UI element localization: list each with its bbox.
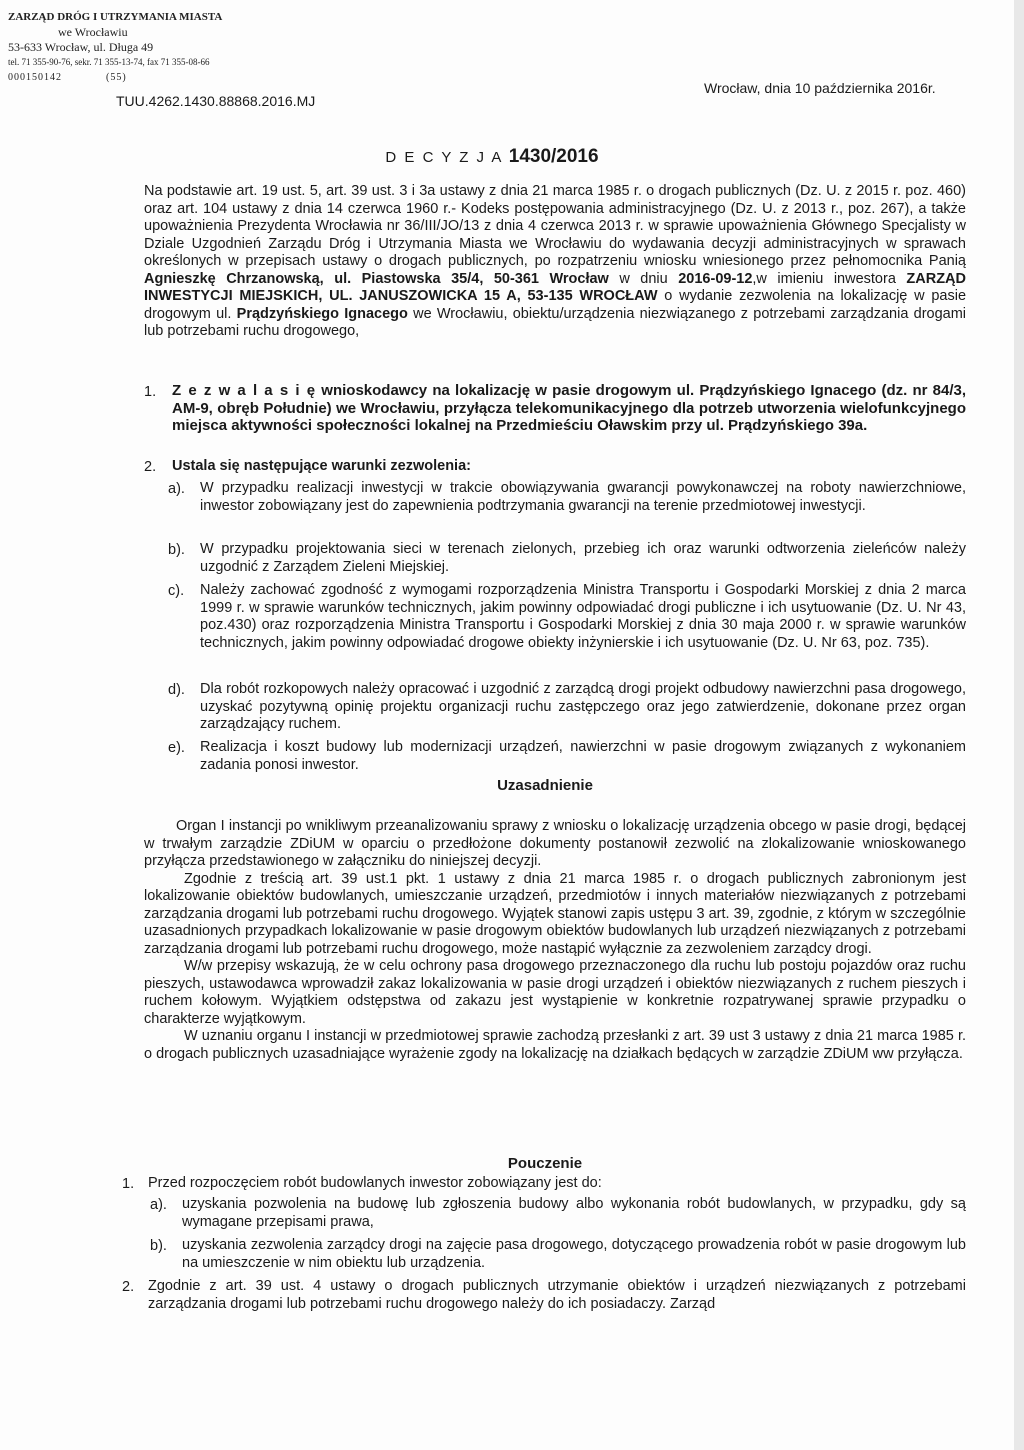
office-regon: 000150142 [8,72,62,83]
title-label: D E C Y Z J A [385,149,503,166]
office-phones: tel. 71 355-90-76, sekr. 71 355-13-74, fax 71 355-08-66 [8,57,210,67]
decision-item-1: Z e z w a l a s i ę wnioskodawcy na lokalizację w pasie drogowym ul. Prądzyńskiego Ignacego (dz. nr 84/3, AM-9, obręb Południe) we Wrocławiu, przyłącza telekomunikacyjnego dla potrzeb utworzenia wielofunkcyjnego miejsca aktywności społeczności lokalnej na Przedmieściu Oławskim przy ul. Prądzyńskiego 39a. [172,382,967,434]
condition-b: W przypadku projektowania sieci w terenach zielonych, przebieg ich oraz warunki odtworzenia zieleńców należy uzgodnić z Zarządem Zieleni Miejskiej. [200,541,966,575]
intro-paragraph: Na podstawie art. 19 ust. 5, art. 39 ust. 3 i 3a ustawy z dnia 21 marca 1985 r. o drogach publicznych (Dz. U. z 2015 r. poz. 460) oraz art. 104 ustawy z dnia 14 czerwca 1960 r.- Kodeks postępowania administracyjnego (Dz. U. z 2013 r., poz. 267), a także upoważnienia Prezydenta Wrocławia nr 36/III/JO/13 z dnia 4 czerwca 2013 r. w sprawie upoważnienia Głównego Specjalisty w Dziale Uzgodnień Zarządu Dróg i Utrzymania Miasta we Wrocławiu do wydawania decyzji administracyjnych w sprawach określonych w przepisach ustawy o drogach publicznych, po rozpatrzeniu wniosku wniesionego przez pełnomocnika Panią Agnieszkę Chrzanowską, ul. Piastowska 35/4, 50-361 Wrocław w dniu 2016-09-12,w imieniu inwestora ZARZĄD INWESTYCJI MIEJSKICH, UL. JANUSZOWICKA 15 A, 53-135 WROCŁAW o wydanie zezwolenia na lokalizację w pasie drogowym ul. Prądzyńskiego Ignacego we Wrocławiu, obiektu/urządzenia niezwiązanego z potrzebami zarządzania drogami lub potrzebami ruchu drogowego, [144,183,967,339]
condition-a-mark: a). [168,481,185,497]
condition-e-mark: e). [168,740,185,756]
condition-c: Należy zachować zgodność z wymogami rozporządzenia Ministra Transportu i Gospodarki Morskiej z dnia 2 marca 1999 r. w sprawie warunków technicznych, jakim powinny odpowiadać drogi publiczne i ich usytuowanie (Dz. U. Nr 43, poz.430) oraz rozporządzenia Ministra Transportu i Gospodarki Morskiej z dnia 30 maja 2000 r. w sprawie warunków technicznych, jakim powinny odpowiadać drogowe obiekty inżynierskie i ich usytuowanie (Dz. U. Nr 63, poz. 735). [200,582,966,651]
justification-p1: Organ I instancji po wnikliwym przeanalizowaniu sprawy z wniosku o lokalizację urządzenia obcego w pasie drogi, będącej w trwałym zarządzie ZDiUM w oparciu o przedłożone dokumenty postanowił zezwolić na zlokalizowanie wnioskowanego przyłącza przedstawionego w załączniku do niniejszej decyzji. [144,818,966,869]
instruction-num-2: 2. [122,1279,135,1295]
decision-item-2: Ustala się następujące warunki zezwolenia: [172,458,471,474]
instruction-heading: Pouczenie [507,1155,583,1172]
date-line: Wrocław, dnia 10 października 2016r. [704,80,936,96]
justification-body [144,818,966,1063]
condition-d: Dla robót rozkopowych należy opracować i uzgodnić z zarządcą drogi projekt odbudowy nawierzchni pasa drogowego, uzyskać pozytywną opinię projektu organizacji ruchu zastępczego oraz jego zatwierdzenie, dokonane przez organ zarządzający ruchem. [200,681,966,732]
instruction-sub-a-mark: a). [150,1197,167,1213]
decision-num-2: 2. [144,459,157,475]
instruction-sub-a: uzyskania pozwolenia na budowę lub zgłoszenia budowy albo wykonania robót budowlanych, w przypadku, gdy są wymagane przepisami prawa, [182,1196,966,1230]
condition-a: W przypadku realizacji inwestycji w trakcie obowiązywania gwarancji powykonawczej na roboty nawierzchniowe, inwestor zobowiązany jest do zapewnienia podtrzymania gwarancji na terenie przedmiotowej inwestycji. [200,480,966,514]
instruction-item-2: Zgodnie z art. 39 ust. 4 ustawy o drogach publicznych utrzymanie obiektów i urządzeń niezwiązanych z potrzebami zarządzania drogami lub potrzebami ruchu drogowego należy do ich posiadaczy. Zarząd [148,1278,966,1312]
condition-c-mark: c). [168,583,185,599]
justification-p2: Zgodnie z treścią art. 39 ust.1 pkt. 1 ustawy z dnia 21 marca 1985 r. o drogach publicznych zabronionym jest lokalizowanie obiektów budowlanych, umieszczanie urządzeń, przedmiotów i innych materiałów niezwiązanych z potrzebami zarządzania drogami lub potrzebami ruchu drogowego. Wyjątek stanowi zapis ustępu 3 art. 39, zgodnie, z którym w szczególnie uzasadnionych przypadkach lokalizowanie w pasie drogowym obiektów budowlanych lub urządzeń niezwiązanych z potrzebami zarządzania drogami lub potrzebami ruchu drogowego, może nastąpić wyłącznie za zezwoleniem zarządcy drogi. [144,870,966,957]
condition-e: Realizacja i koszt budowy lub modernizacji urządzeń, nawierzchni w pasie drogowym związanych z wykonaniem zadania ponosi inwestor. [200,739,966,773]
office-code: (55) [106,72,127,83]
case-reference: TUU.4262.1430.88868.2016.MJ [116,93,316,109]
condition-b-mark: b). [168,542,185,558]
office-stamp [8,10,222,85]
justification-p4: W uznaniu organu I instancji w przedmiotowej sprawie zachodzą przesłanki z art. 39 ust 3 ustawy z dnia 21 marca 1985 r. o drogach publicznych uzasadniające wyrażenie zgody na lokalizację na działkach będących w zarządzie ZDiUM ww przyłącza. [144,1028,966,1062]
instruction-item-1: Przed rozpoczęciem robót budowlanych inwestor zobowiązany jest do: [148,1175,602,1191]
instruction-sub-b: uzyskania zezwolenia zarządcy drogi na zajęcie pasa drogowego, dotyczącego prowadzenia robót w pasie drogowym lub na umieszczenie w nim obiektu lub urządzenia. [182,1237,966,1271]
instruction-sub-b-mark: b). [150,1238,167,1254]
office-name: ZARZĄD DRÓG I UTRZYMANIA MIASTA [8,11,223,23]
office-city: we Wrocławiu [58,25,128,39]
decision-number: 1430/2016 [508,146,599,167]
justification-p3: W/w przepisy wskazują, że w celu ochrony pasa drogowego przeznaczonego dla ruchu lub postoju pojazdów oraz ruchu pieszych, ustawodawca wprowadził zakaz lokalizowania w pasie drogi urządzeń i obiektów niezwiązanych z ruchem pieszych i ruchem kołowym. Wyjątkiem odstępstwa od zakazu jest wystąpienie w konkretnie rozpatrywanej sprawie przypadku o charakterze wyjątkowym. [144,958,966,1027]
condition-d-mark: d). [168,682,185,698]
document-title [0,146,984,168]
decision-num-1: 1. [144,384,157,400]
office-address: 53-633 Wrocław, ul. Długa 49 [8,40,154,54]
justification-heading: Uzasadnienie [497,777,593,794]
instruction-num-1: 1. [122,1176,135,1192]
page-edge [1014,0,1024,1450]
